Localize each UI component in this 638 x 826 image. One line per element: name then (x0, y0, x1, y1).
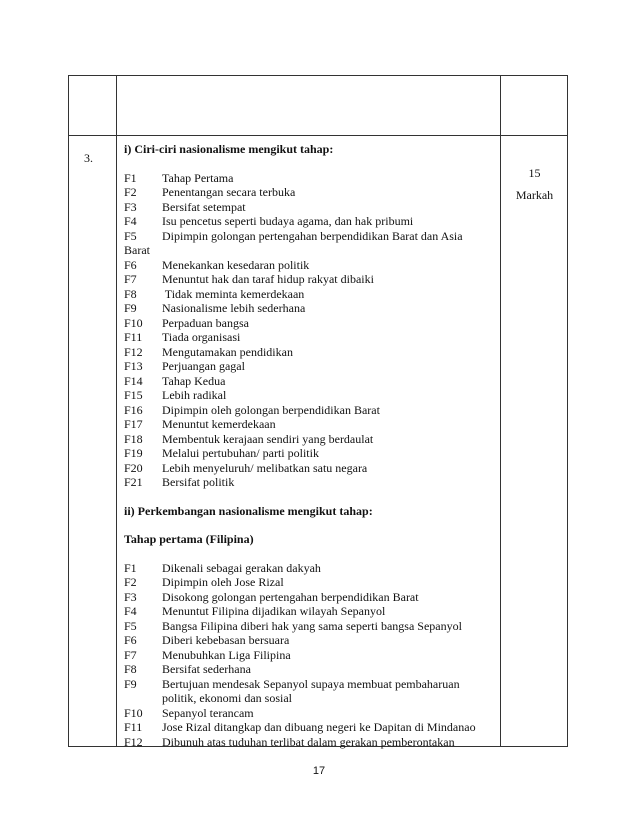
answer-table (68, 75, 568, 747)
section2-heading: ii) Perkembangan nasionalisme mengikut tahap: (124, 503, 373, 518)
list-item: F9 Nasionalisme lebih sederhana (124, 301, 306, 315)
list-item: F5 Bangsa Filipina diberi hak yang sama seperti bangsa Sepanyol (124, 618, 462, 633)
list-item: F10 Perpaduan bangsa (124, 315, 249, 330)
section1-heading: i) Ciri-ciri nasionalisme mengikut tahap: (124, 142, 334, 156)
list-item: F6 Menekankan kesedaran politik (124, 257, 310, 272)
list-item: F21 Bersifat politik (124, 475, 235, 489)
list-item: F13 Perjuangan gagal (124, 359, 245, 373)
list-item: F8 Bersifat sederhana (124, 662, 251, 676)
marks-unit: Markah (515, 188, 554, 202)
list-item: F18 Membentuk kerajaan sendiri yang berdaulat (124, 431, 374, 446)
list-item: F3 Bersifat setempat (124, 199, 246, 214)
question-number: 3. (84, 151, 93, 165)
list-item: F9 Bertujuan mendesak Sepanyol supaya membuat pembaharuan politik, ekonomi dan sosial (124, 676, 460, 705)
list-item: F3 Disokong golongan pertengahan berpendidikan Barat (124, 589, 419, 604)
list-item: F4 Isu pencetus seperti budaya agama, dan hak pribumi (124, 214, 414, 228)
list-item: F20 Lebih menyeluruh/ melibatkan satu negara (124, 460, 368, 475)
list-item: F1 Dikenali sebagai gerakan dakyah (124, 560, 321, 575)
table-column-divider (116, 76, 117, 746)
list-item: F11 Jose Rizal ditangkap dan dibuang negeri ke Dapitan di Mindanao (124, 720, 476, 734)
answer-content (124, 142, 496, 749)
list-item: F4 Menuntut Filipina dijadikan wilayah Sepanyol (124, 604, 386, 618)
list-item: F5 Dipimpin golongan pertengahan berpendidikan Barat dan Asia (124, 228, 463, 243)
list-item: F1 Tahap Pertama (124, 170, 234, 185)
list-item: F12 Mengutamakan pendidikan (124, 344, 293, 359)
list-item: F16 Dipimpin oleh golongan berpendidikan Barat (124, 402, 380, 417)
table-row-divider (69, 135, 567, 136)
list-item: F15 Lebih radikal (124, 388, 227, 402)
list-item: F14 Tahap Kedua (124, 373, 226, 388)
section2-list (124, 561, 496, 750)
list-item: F17 Menuntut kemerdekaan (124, 417, 276, 431)
section2-subheading: Tahap pertama (Filipina) (124, 532, 254, 546)
list-item: F10 Sepanyol terancam (124, 705, 254, 720)
marks-cell (500, 162, 569, 206)
list-item: F7 Menuntut hak dan taraf hidup rakyat dibaiki (124, 272, 374, 286)
list-item: F2 Penentangan secara terbuka (124, 185, 296, 199)
list-item: F11 Tiada organisasi (124, 330, 241, 344)
list-item: F8 Tidak meminta kemerdekaan (124, 286, 305, 301)
list-item: F7 Menubuhkan Liga Filipina (124, 647, 291, 662)
page-number: 17 (312, 765, 326, 777)
marks-value: 15 (528, 166, 541, 180)
list-item: F19 Melalui pertubuhan/ parti politik (124, 446, 319, 460)
list-item: F6 Diberi kebebasan bersuara (124, 633, 290, 647)
list-item-wrap: Barat (124, 243, 150, 257)
list-item: F12 Dibunuh atas tuduhan terlibat dalam gerakan pemberontakan (124, 734, 455, 749)
section1-list (124, 171, 496, 490)
list-item: F2 Dipimpin oleh Jose Rizal (124, 575, 284, 589)
